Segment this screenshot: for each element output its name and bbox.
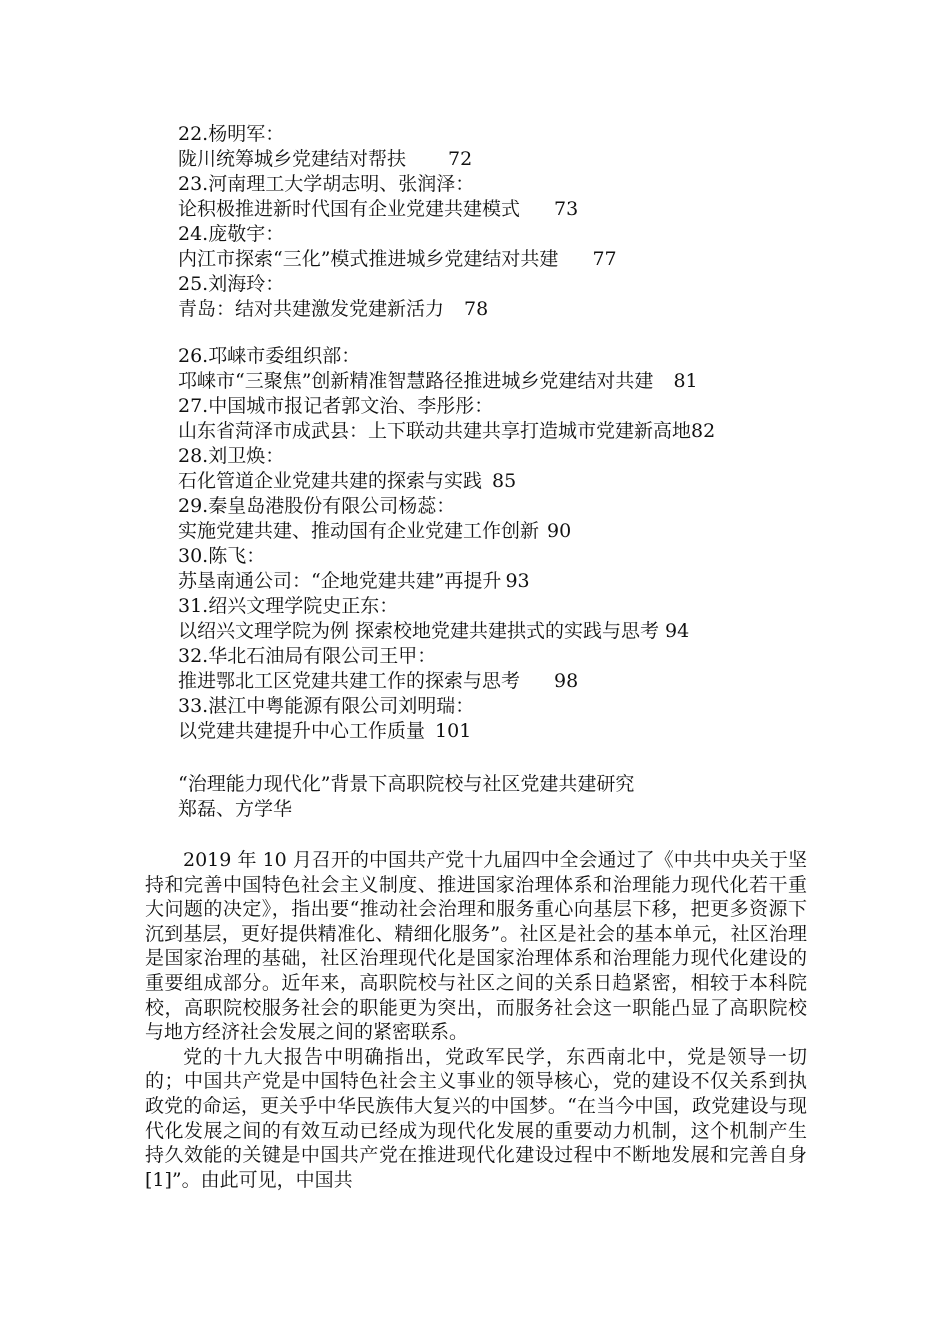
toc-title-line: [178, 419, 838, 444]
toc-entry: [178, 594, 838, 644]
toc-entry: [178, 544, 838, 594]
toc-author: 28.刘卫焕：: [178, 445, 285, 467]
toc-title-line: [178, 619, 838, 644]
toc-title-line: [178, 569, 838, 594]
toc-page-number: 82: [691, 420, 716, 442]
toc-page-number: 85: [492, 470, 517, 492]
toc-title: 石化管道企业党建共建的探索与实践: [178, 470, 483, 492]
toc-title: 推进鄂北工区党建共建工作的探索与思考: [178, 670, 521, 692]
toc-title-line: [178, 197, 838, 222]
body-paragraph: 2019 年 10 月召开的中国共产党十九届四中全会通过了《中共中央关于坚持和完善中国特色社会主义制度、推进国家治理体系和治理能力现代化若干重大问题的决定》，指出要“推动社会治理和服务重心向基层下移，把更多资源下沉到基层，更好提供精准化、精细化服务”。社区是社会的基本单元，社区治理是国家治理的基础，社区治理现代化是国家治理体系和治理能力现代化建设的重要组成部分。近年来，高职院校与社区之间的关系日趋紧密，相较于本科院校，高职院校服务社会的职能更为突出，而服务社会这一职能凸显了高职院校与地方经济社会发展之间的紧密联系。: [145, 849, 807, 1044]
toc-author: 22.杨明军：: [178, 123, 285, 145]
toc-page-number: 81: [673, 370, 698, 392]
toc-entry: [178, 272, 838, 322]
toc-title-line: [178, 669, 838, 694]
toc-title-line: [178, 297, 838, 322]
toc-page-number: 93: [505, 570, 530, 592]
toc-entry: [178, 394, 838, 444]
toc-author: 31.绍兴文理学院史正东：: [178, 595, 399, 617]
toc-page-number: 72: [448, 148, 473, 170]
toc-page-number: 78: [464, 298, 489, 320]
toc-entry: [178, 644, 838, 694]
toc-entry: [178, 444, 838, 494]
toc-page-number: 77: [592, 248, 617, 270]
toc-entry: [178, 122, 838, 172]
toc-title-line: [178, 469, 838, 494]
toc-title: 以党建共建提升中心工作质量: [178, 720, 426, 742]
toc-title-line: [178, 719, 838, 744]
toc-entry: [178, 222, 838, 272]
toc-author: 24.庞敬宇：: [178, 223, 285, 245]
toc-spacer: [178, 322, 838, 344]
toc-title-line: [178, 519, 838, 544]
toc-title-line: [178, 369, 838, 394]
toc-entry: [178, 694, 838, 744]
toc-page-number: 90: [547, 520, 572, 542]
toc-title-line: [178, 247, 838, 272]
toc-title: 青岛：结对共建激发党建新活力: [178, 298, 445, 320]
toc-page-number: 73: [554, 198, 579, 220]
toc-author: 27.中国城市报记者郭文治、李彤彤：: [178, 395, 494, 417]
body-paragraph: 党的十九大报告中明确指出，党政军民学，东西南北中，党是领导一切的；中国共产党是中国特色社会主义事业的领导核心，党的建设不仅关系到执政党的命运，更关乎中华民族伟大复兴的中国梦。“在当今中国，政党建设与现代化发展之间的有效互动已经成为现代化发展的重要动力机制，这个机制产生持久效能的关键是中国共产党在推进现代化建设过程中不断地发展和完善自身[1]”。由此可见，中国共: [145, 1045, 807, 1191]
toc-entry: [178, 172, 838, 222]
toc-author: 33.湛江中粤能源有限公司刘明瑞：: [178, 695, 475, 717]
toc-page-number: 94: [665, 620, 690, 642]
toc-page-number: 101: [435, 720, 472, 742]
toc-author: 29.秦皇岛港股份有限公司杨蕊：: [178, 495, 456, 517]
article-authors: 郑磊、方学华: [178, 798, 293, 820]
toc-title: 论积极推进新时代国有企业党建共建模式: [178, 198, 521, 220]
toc-title: 实施党建共建、推动国有企业党建工作创新: [178, 520, 540, 542]
toc-page-number: 98: [554, 670, 579, 692]
toc-title: 内江市探索“三化”模式推进城乡党建结对共建: [178, 248, 559, 270]
toc-entry: [178, 344, 838, 394]
toc-author: 30.陈飞：: [178, 545, 266, 567]
article-body: [145, 848, 807, 1192]
toc-title: 陇川统筹城乡党建结对帮扶: [178, 148, 407, 170]
table-of-contents: [178, 122, 838, 744]
toc-title-line: [178, 147, 838, 172]
article-title: “治理能力现代化”背景下高职院校与社区党建共建研究: [178, 773, 635, 795]
toc-title: 山东省菏泽市成武县：上下联动共建共享打造城市党建新高地: [178, 420, 692, 442]
toc-entry: [178, 494, 838, 544]
toc-title: 苏垦南通公司：“企地党建共建”再提升: [178, 570, 502, 592]
toc-title: 以绍兴文理学院为例 探索校地党建共建拱式的实践与思考: [178, 620, 660, 642]
toc-author: 25.刘海玲：: [178, 273, 285, 295]
toc-title: 邛崃市“三聚焦”创新精准智慧路径推进城乡党建结对共建: [178, 370, 654, 392]
toc-author: 32.华北石油局有限公司王甲：: [178, 645, 437, 667]
toc-author: 26.邛崃市委组织部：: [178, 345, 361, 367]
toc-author: 23.河南理工大学胡志明、张润泽：: [178, 173, 475, 195]
